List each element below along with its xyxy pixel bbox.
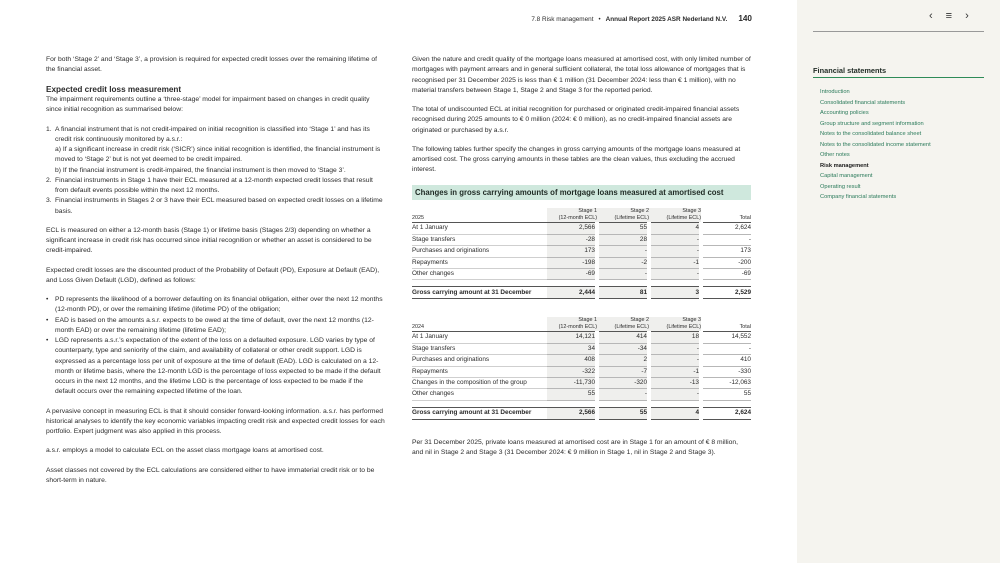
table-total-row [412,287,751,299]
table-cell: - [649,343,701,354]
table-row [412,257,751,268]
list-item [46,295,385,316]
list-item [46,316,385,337]
table-header-row [412,317,751,332]
row-label: Repayments [412,366,547,377]
table-row [412,223,751,234]
table-row [412,389,751,400]
table-cell: 55 [597,407,649,419]
column-title: Stage 3 [682,317,701,324]
table-cell: - [597,268,649,279]
table-header-row [412,208,751,223]
sidebar-item[interactable]: Risk management [820,162,869,169]
table-cell: 2,566 [547,223,597,234]
row-label: Other changes [412,389,547,400]
sidebar-item[interactable]: Capital management [820,173,873,179]
list-number [46,166,55,176]
table-cell: 28 [597,234,649,245]
table-cell: 2,529 [701,287,751,299]
paragraph: The following tables further specify the changes in gross carrying amounts of the mortgage loans measured at amortised cost. The gross carrying amounts in these tables are the clean values, thus excluding the accrued interest. [412,145,741,174]
column-header [547,317,597,332]
bullet-text: PD represents the likelihood of a borrower defaulting on its financial obligation, either over the next 12 months (12-month PD), or over the remaining lifetime (lifetime PD) of the obligation; [55,296,383,314]
table-row [412,378,751,389]
chevron-right-icon[interactable]: › [965,10,969,22]
table-row [412,343,751,354]
table-cell: 55 [597,223,649,234]
column-title: Total [739,324,751,331]
sidebar-item[interactable]: Consolidated financial statements [820,99,906,106]
table-cell: -200 [701,257,751,268]
table-cell: 4 [649,407,701,419]
bullet-icon: • [46,316,49,324]
section-heading: Expected credit loss measurement [46,84,182,94]
table-cell: - [701,234,751,245]
table-spacer [412,400,751,407]
sidebar-menu [820,87,931,203]
menu-icon[interactable]: ≡ [945,10,953,22]
column-subtitle: (12-month ECL) [558,215,597,222]
paragraph: The impairment requirements outline a ‘three-stage’ model for impairment based on changes in credit quality since initial recognition as summarised below: [46,96,370,114]
list-text: Financial instruments in Stage 1 have their ECL measured at a 12-month expected credit losses that result from default events possible within the next 12 months. [55,176,373,195]
bullet-icon: • [46,296,49,304]
table-row [412,366,751,377]
navigation-sidebar [797,0,1000,563]
column-header [701,317,751,332]
row-label: Gross carrying amount at 31 December [412,287,547,299]
list-item [46,176,385,197]
column-title: Total [739,215,751,222]
table-2024 [412,317,751,419]
header-separator: • [598,17,601,23]
column-subtitle: (Lifetime ECL) [666,324,701,331]
bullet-text: EAD is based on the amounts a.s.r. expects to be owed at the time of default, over the next 12 months (12-month EAD) or over the remaining lifetime (lifetime EAD); [55,316,374,334]
sidebar-item[interactable]: Group structure and segment information [820,120,924,127]
page-header [531,14,752,23]
table-cell: - [649,234,701,245]
row-label: Purchases and originations [412,355,547,366]
table-cell: 2,624 [701,407,751,419]
nav-controls [929,10,969,22]
column-title: Stage 1 [578,317,597,324]
sidebar-item[interactable]: Notes to the consolidated balance sheet [820,131,922,137]
table-cell: 173 [547,246,597,257]
list-item [46,336,385,398]
sidebar-item[interactable]: Operating result [820,183,861,190]
table-row [412,355,751,366]
bullet-icon: • [46,337,49,345]
paragraph: Asset classes not covered by the ECL calculations are considered either to have immaterial credit risk or to be short-term in nature. [46,466,375,484]
row-label: Gross carrying amount at 31 December [412,407,547,419]
list-item [46,166,385,176]
table-cell: - [701,343,751,354]
paragraph: Per 31 December 2025, private loans measured at amortised cost are in Stage 1 for an amount of € 8 million, and nil in Stage 2 and Stage 3 (31 December 2024: € 9 million in Stage 1, nil in Stage 2 and Stage 3). [412,438,739,457]
table-cell: -1 [649,366,701,377]
table-cell: -7 [597,366,649,377]
table-2025 [412,208,751,299]
column-subtitle: (12-month ECL) [558,324,597,331]
table-cell: -198 [547,257,597,268]
spacer-cell [412,400,751,407]
table-cell: -320 [597,378,649,389]
left-column [46,55,385,495]
table-cell: -11,730 [547,378,597,389]
table-cell: - [649,355,701,366]
row-label: Stage transfers [412,234,547,245]
column-subtitle: (Lifetime ECL) [614,215,649,222]
column-subtitle: (Lifetime ECL) [614,324,649,331]
table-cell: -1 [649,257,701,268]
row-label: Purchases and originations [412,246,547,257]
table-cell: -12,063 [701,378,751,389]
table-total-row [412,407,751,419]
table-row [412,246,751,257]
column-header [597,208,649,223]
table-spacer [412,280,751,287]
right-column [412,55,751,467]
column-header [649,208,701,223]
list-text: Financial instruments in Stages 2 or 3 have their ECL measured based on expected credit losses on a lifetime basis. [55,197,383,215]
divider [813,77,984,78]
table-cell: 81 [597,287,649,299]
table-cell: -2 [597,257,649,268]
column-header [649,317,701,332]
paragraph: For both ‘Stage 2’ and ‘Stage 3’, a provision is required for expected credit losses over the remaining lifetime of the financial asset. [46,56,378,74]
column-title: Stage 3 [682,208,701,215]
table-cell: -322 [547,366,597,377]
table-cell: -13 [649,378,701,389]
table-cell: -69 [547,268,597,279]
paragraph: Expected credit losses are the discounted product of the Probability of Default (PD), Exposure at Default (EAD), and Loss Given Default (LGD), defined as follows: [46,266,380,284]
table-cell: 408 [547,355,597,366]
paragraph: a.s.r. employs a model to calculate ECL on the asset class mortgage loans at amortised cost. [46,447,324,455]
list-text: A financial instrument that is not credit-impaired on initial recognition is classified into ‘Stage 1’ and has its credit risk continuously monitored by a.s.r.: [55,125,370,143]
sidebar-title[interactable]: Financial statements [813,66,887,75]
spacer-cell [412,280,751,287]
table-cell: 4 [649,223,701,234]
table-cell: - [597,389,649,400]
paragraph: ECL is measured on either a 12-month basis (Stage 1) or lifetime basis (Stages 2/3) depending on whether a significant increase in credit risk has occurred since initial recognition or whether an asset is considered to be credit-impaired. [46,226,372,255]
column-header [597,317,649,332]
paragraph: The total of undiscounted ECL at initial recognition for purchased or originated credit-impaired financial assets recognised during 2025 amounts to € 0 million (2024: € 0 million), as no credit-impaired financial assets are originated or purchased by a.s.r. [412,106,740,134]
table-cell: -330 [701,366,751,377]
bullet-text: LGD represents a.s.r.’s expectation of the extent of the loss on a defaulted exposure. LGD varies by type of counterparty, type and seniority of the claim, and availability of collateral or other credit support. LGD is expressed as a percentage loss per unit of exposure at the time of default (EAD). LGD is calculated on a 12-month or lifetime basis, where the 12-month LGD is the percentage of loss expected to be made if the default occurs in the next 12 months, and the lifetime LGD is the percentage of loss expected to be made if the default occurs over the remaining expected lifetime of the loan. [55,337,381,396]
table-cell: 2 [597,355,649,366]
column-title: Stage 2 [630,317,649,324]
column-header [547,208,597,223]
stage-list [46,125,385,217]
table-cell: 14,552 [701,332,751,343]
table-cell: 3 [649,287,701,299]
table-title: Changes in gross carrying amounts of mortgage loans measured at amortised cost [412,185,751,201]
table-cell: 410 [701,355,751,366]
table-cell: 173 [701,246,751,257]
table-cell: 14,121 [547,332,597,343]
table-cell: 55 [547,389,597,400]
list-item [46,145,385,166]
table-cell: - [597,246,649,257]
table-cell: -69 [701,268,751,279]
list-text: b) If the financial instrument is credit-impaired, the financial instrument is then moved to ‘Stage 3’. [55,166,346,174]
table-cell: 55 [701,389,751,400]
column-header [701,208,751,223]
sidebar-item[interactable]: Introduction [820,89,850,95]
paragraph: A pervasive concept in measuring ECL is that it should consider forward-looking information. a.s.r. has performed historical analyses to identify the key economic variables impacting credit risk and expected credit losses for each portfolio. Expert judgment was also applied in this process. [46,407,385,436]
definition-list [46,295,385,398]
header-report-title: Annual Report 2025 ASR Nederland N.V. [605,16,728,23]
list-item [46,125,385,146]
sidebar-item[interactable]: Notes to the consolidated income statement [820,141,931,148]
table-cell: -34 [597,343,649,354]
table-cell: 2,624 [701,223,751,234]
table-cell: 34 [547,343,597,354]
column-title: Stage 1 [578,208,597,215]
list-number: 3. [46,197,52,205]
table-cell: 18 [649,332,701,343]
chevron-left-icon[interactable]: ‹ [929,10,933,22]
table-cell: - [649,389,701,400]
page-number: 140 [738,14,752,23]
table-cell: 2,444 [547,287,597,299]
sidebar-item[interactable]: Accounting policies [820,110,869,116]
row-label: Changes in the composition of the group [412,378,547,389]
paragraph: Given the nature and credit quality of the mortgage loans measured at amortised cost, with only limited number of mortgages with payment arrears and in general sufficient collateral, the total loss allowance of mortgages that is recognised per 31 December 2025 is less than € 1 million (31 December 2024: less than € 1 million), with no material transfers between Stage 1, Stage 2 and Stage 3 for the reported period. [412,56,751,94]
table-row [412,234,751,245]
list-item [46,196,385,217]
table-cell: 414 [597,332,649,343]
table-row [412,268,751,279]
row-label: Repayments [412,257,547,268]
row-label: At 1 January [412,332,547,343]
column-title: Stage 2 [630,208,649,215]
list-number [46,145,55,166]
row-label: At 1 January [412,223,547,234]
list-text: a) If a significant increase in credit risk (‘SICR’) since initial recognition is identified, the financial instrument is moved to ‘Stage 2’ but is not yet deemed to be credit impaired. [55,146,381,164]
table-cell: -28 [547,234,597,245]
table-year: 2024 [412,317,547,332]
header-section: 7.8 Risk management [531,16,594,23]
column-subtitle: (Lifetime ECL) [666,215,701,222]
row-label: Stage transfers [412,343,547,354]
table-year: 2025 [412,208,547,223]
table-row [412,332,751,343]
list-number: 2. [46,176,52,184]
table-cell: - [649,246,701,257]
sidebar-item[interactable]: Other notes [820,152,850,158]
row-label: Other changes [412,268,547,279]
table-cell: 2,566 [547,407,597,419]
sidebar-item[interactable]: Company financial statements [820,194,897,200]
divider [813,31,984,32]
list-number: 1. [46,125,52,133]
table-cell: - [649,268,701,279]
